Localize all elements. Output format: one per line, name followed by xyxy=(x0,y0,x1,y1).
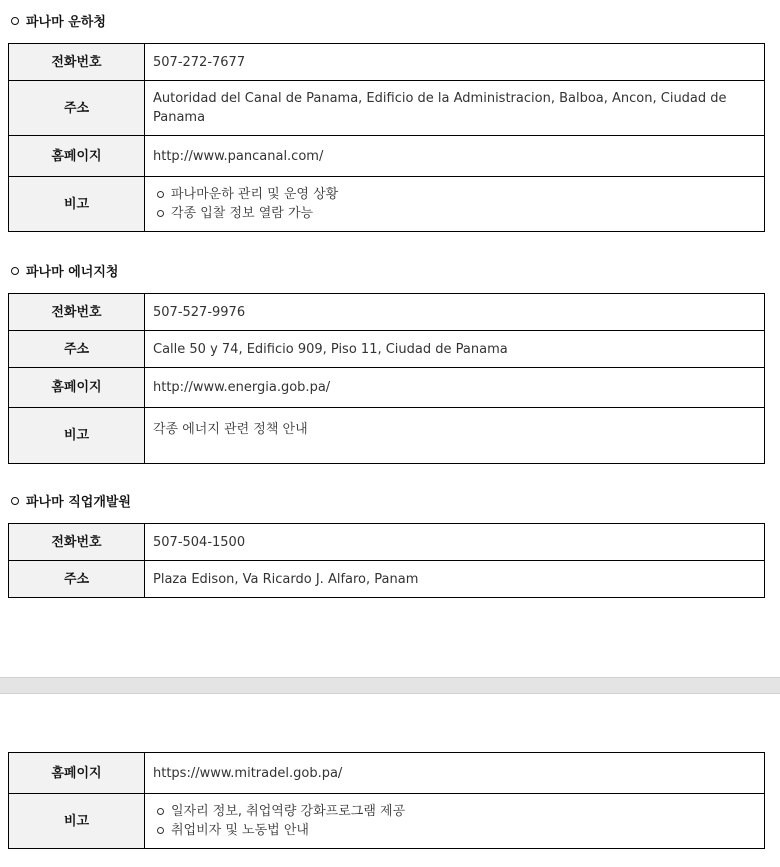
row-label-remarks: 비고 xyxy=(9,794,145,849)
table-row xyxy=(9,794,765,849)
remark-item xyxy=(153,185,756,204)
row-label-address: 주소 xyxy=(9,331,145,368)
info-table-energy xyxy=(8,293,765,464)
table-row xyxy=(9,294,765,331)
row-label-address: 주소 xyxy=(9,561,145,598)
phone-value: 507-527-9976 xyxy=(145,294,765,331)
phone-value: 507-504-1500 xyxy=(145,524,765,561)
row-label-homepage: 홈페이지 xyxy=(9,136,145,177)
circle-bullet-icon xyxy=(11,497,19,505)
row-label-phone: 전화번호 xyxy=(9,524,145,561)
remarks-value xyxy=(145,177,765,232)
section-title-text: 파나마 직업개발원 xyxy=(26,495,131,510)
circle-bullet-icon xyxy=(157,808,164,815)
remark-text: 파나마운하 관리 및 운영 상황 xyxy=(171,187,339,202)
info-table-canal xyxy=(8,43,765,232)
remark-text: 일자리 정보, 취업역량 강화프로그램 제공 xyxy=(171,804,406,819)
row-label-remarks: 비고 xyxy=(9,408,145,464)
table-row xyxy=(9,331,765,368)
address-value: Plaza Edison, Va Ricardo J. Alfaro, Panam xyxy=(145,561,765,598)
row-label-phone: 전화번호 xyxy=(9,44,145,81)
row-label-phone: 전화번호 xyxy=(9,294,145,331)
circle-bullet-icon xyxy=(157,827,164,834)
circle-bullet-icon xyxy=(11,267,19,275)
table-row xyxy=(9,177,765,232)
table-row xyxy=(9,753,765,794)
remarks-value: 각종 에너지 관련 정책 안내 xyxy=(145,408,765,464)
section-title-canal xyxy=(11,11,106,30)
table-row xyxy=(9,44,765,81)
table-row xyxy=(9,368,765,408)
table-row xyxy=(9,561,765,598)
remark-text: 각종 입찰 정보 열람 가능 xyxy=(171,206,314,221)
address-value: Calle 50 y 74, Edificio 909, Piso 11, Ciudad de Panama xyxy=(145,331,765,368)
remark-item xyxy=(153,204,756,223)
table-row xyxy=(9,408,765,464)
homepage-link[interactable]: http://www.energia.gob.pa/ xyxy=(145,368,765,408)
page-break-divider xyxy=(0,677,780,694)
table-row xyxy=(9,524,765,561)
section-title-text: 파나마 에너지청 xyxy=(26,265,119,280)
row-label-homepage: 홈페이지 xyxy=(9,368,145,408)
row-label-address: 주소 xyxy=(9,81,145,136)
info-table-labor-part1 xyxy=(8,523,765,598)
homepage-link[interactable]: https://www.mitradel.gob.pa/ xyxy=(145,753,765,794)
remarks-value xyxy=(145,794,765,849)
homepage-link[interactable]: http://www.pancanal.com/ xyxy=(145,136,765,177)
row-label-homepage: 홈페이지 xyxy=(9,753,145,794)
table-row xyxy=(9,136,765,177)
circle-bullet-icon xyxy=(157,210,164,217)
remark-item xyxy=(153,821,756,840)
remark-item xyxy=(153,802,756,821)
table-row xyxy=(9,81,765,136)
info-table-labor-part2 xyxy=(8,752,765,849)
phone-value: 507-272-7677 xyxy=(145,44,765,81)
remark-text: 취업비자 및 노동법 안내 xyxy=(171,823,309,838)
circle-bullet-icon xyxy=(157,191,164,198)
row-label-remarks: 비고 xyxy=(9,177,145,232)
section-title-text: 파나마 운하청 xyxy=(26,15,106,30)
section-title-energy xyxy=(11,261,118,280)
circle-bullet-icon xyxy=(11,17,19,25)
address-value: Autoridad del Canal de Panama, Edificio de la Administracion, Balboa, Ancon, Ciudad de Panama xyxy=(145,81,765,136)
section-title-labor xyxy=(11,491,131,510)
